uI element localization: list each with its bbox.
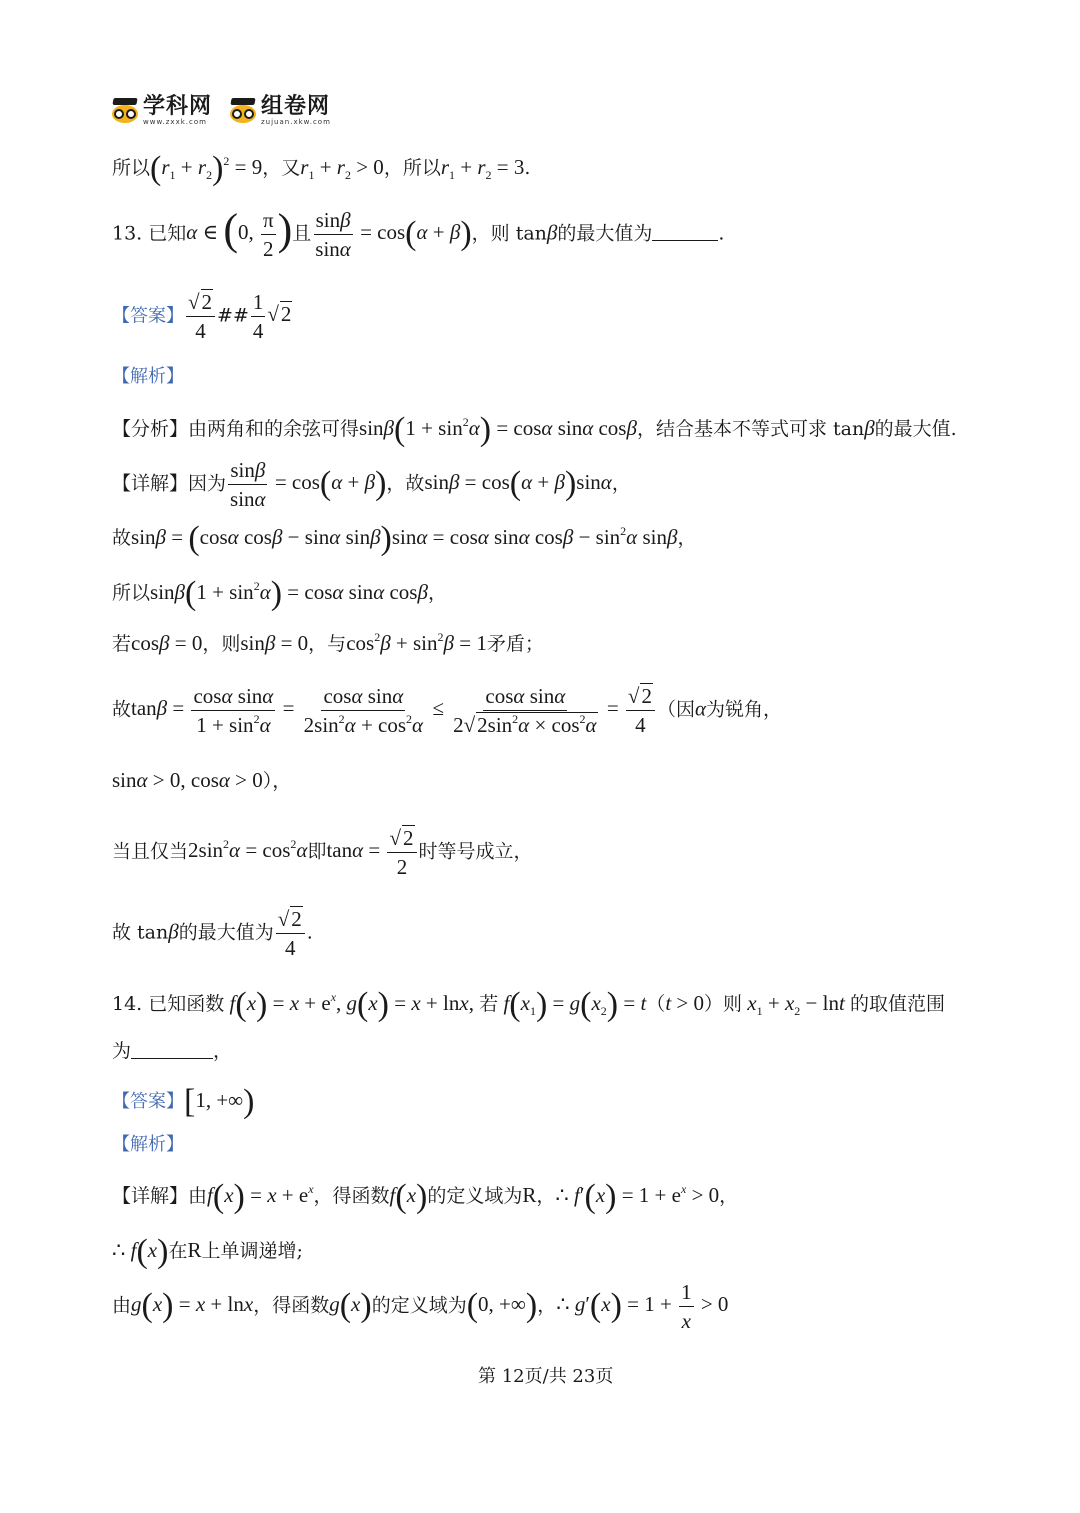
detail-13-conclusion: 故 tanβ的最大值为 $\frac{√2}{4}$ . bbox=[112, 907, 313, 961]
analysis-tag: 【解析】 bbox=[112, 1134, 184, 1155]
detail-13-line4: 若cosβ = 0，则sinβ = 0，与$\cos^2\beta + \sin^2\beta = 1$矛盾； bbox=[112, 630, 544, 655]
analysis-tag: 【解析】 bbox=[112, 366, 184, 387]
logo-url: www.zxxk.com bbox=[143, 118, 207, 126]
detail-13-line1: 【详解】因为 $\frac{\sin\beta}{\sin\alpha}$ = cos(α + β)，故sinβ = cos(α + β)sinα， bbox=[112, 458, 631, 512]
logo-name: 组卷网 bbox=[261, 94, 331, 119]
page-number: 第 12页/共 23页 bbox=[478, 1366, 614, 1387]
question-14-line2: 为 ， bbox=[112, 1040, 233, 1062]
logo-name: 学科网 bbox=[143, 94, 213, 119]
analysis-summary: 【分析】由两角和的余弦可得$\sin\beta(1 + \sin^2\alpha) = \cos\alpha$ sinα cosβ，结合基本不等式可求 tanβ的最大值. bbox=[112, 411, 957, 448]
detail-14-line3: 由g(x) = x + lnx，得函数g(x)的定义域为(0, +∞)，∴ g′(x) = 1 + $\frac{1}{x}$ > 0 bbox=[112, 1280, 729, 1334]
logo-zxxk bbox=[110, 96, 212, 126]
detail-14-line1: 【详解】由$f(x) = x + e^x$，得函数f(x)的定义域为R，∴ $f'(x) = 1 + e^x > 0$， bbox=[112, 1178, 739, 1215]
detail-13-line2: 故sinβ = (cosα cosβ − sinα sinβ)sinα = cosα sinα $\cos\beta - \sin^2\alpha$ sinβ， bbox=[112, 520, 697, 557]
detail-13-equality: 当且仅当$2\sin^2\alpha = \cos^2\alpha$即tanα = $\frac{√2}{2}$ 时等号成立， bbox=[112, 826, 533, 880]
answer-tag: 【答案】 bbox=[112, 305, 184, 327]
detail-13-line3: 所以$\sin\beta(1 + \sin^2\alpha) = \cos\alpha$ sinα cosβ， bbox=[112, 575, 447, 612]
answer-13: 【答案】 $\frac{√2}{4}$ ## $\frac{1}{4}$ √2 bbox=[112, 290, 292, 344]
question-14: 14. 已知函数 $f(x) = x + e^x$, g(x) = x + lnx, 若 $f(x_1) = g(x_2) = t(t > 0)$则 $x_1 + x_2 - \ln t$ 的取值范围 bbox=[112, 986, 946, 1023]
owl-logo-icon bbox=[110, 98, 140, 124]
line-r-sum: 所以$(r_1 + r_2)^2 = 9$，又$r_1 + r_2 > 0$，所以$r_1 + r_2 = 3$. bbox=[112, 150, 531, 187]
detail-13-inequality: 故tanβ = $\frac{\text{cosα sinα}}{1 + \sin^2\alpha}$ = $\frac{\text{cosα sinα}}{2\sin^2\alpha + \cos^2\alpha}$ ≤ $\frac{\text{cosα sinα}}{2√2\sin^2\alpha \times \cos^2\alpha}$ = $\frac{√2}{4}$ （因α为锐角， bbox=[112, 684, 782, 738]
logo-url: zujuan.xkw.com bbox=[261, 118, 331, 126]
logo-zujuan bbox=[228, 96, 331, 126]
detail-14-line2: ∴ f(x)在R上单调递增; bbox=[112, 1233, 303, 1270]
owl-logo-icon bbox=[228, 98, 258, 124]
detail-13-sinpos: sinα > 0, cosα > 0）， bbox=[112, 768, 292, 792]
question-13: 13. 已知α ∈ (0, $\frac{\pi}{2}$ )且 $\frac{\sin\beta}{\sin\alpha}$ = cos(α + β)，则 tanβ的最大值为 . bbox=[112, 205, 725, 262]
answer-14: 【答案】[1, +∞) bbox=[112, 1083, 255, 1120]
answer-tag: 【答案】 bbox=[112, 1091, 184, 1112]
